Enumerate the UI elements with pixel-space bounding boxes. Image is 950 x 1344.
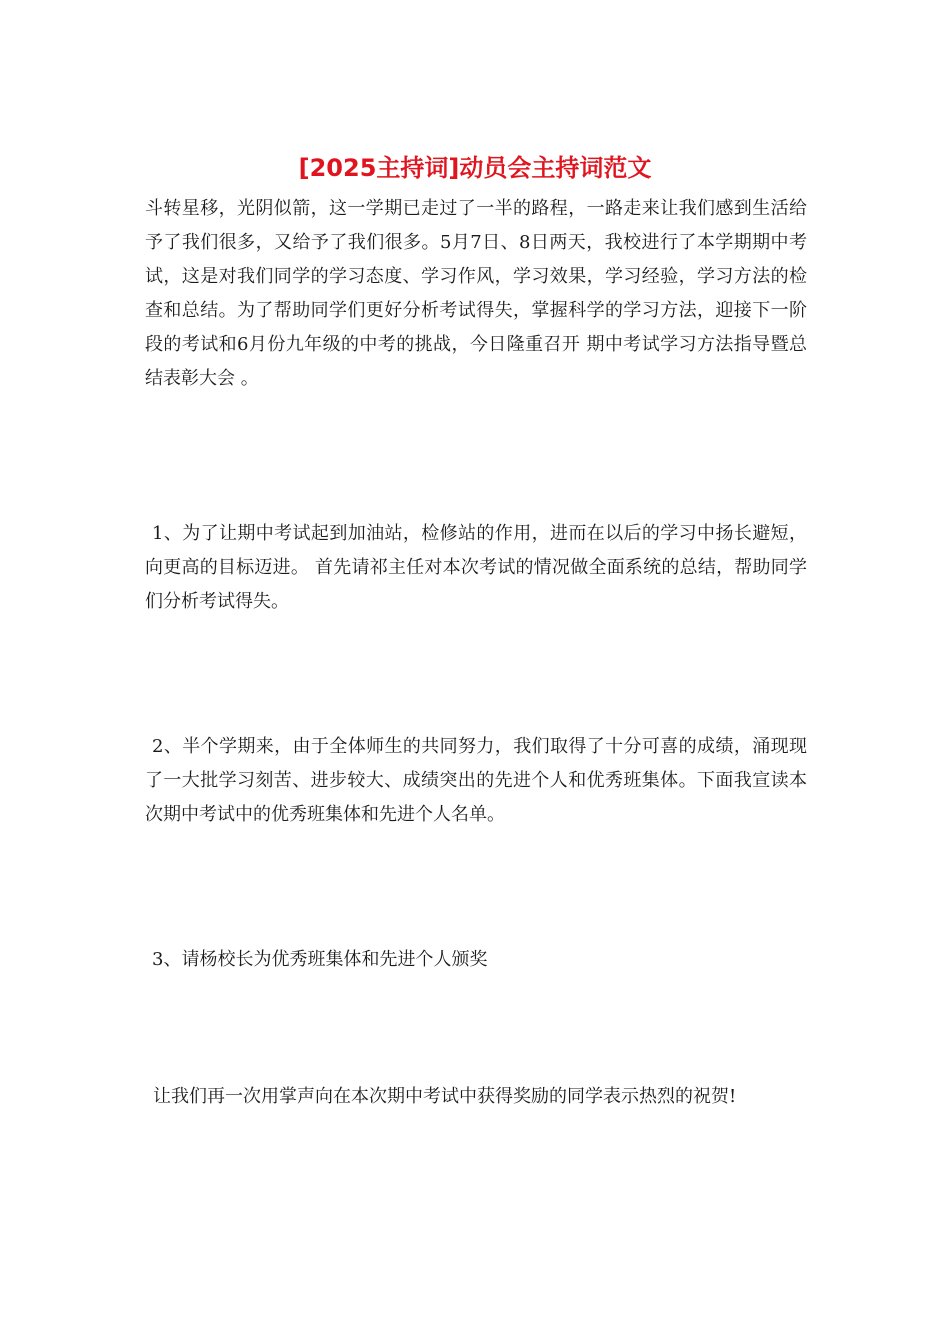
paragraph-item-3: 3、请杨校长为优秀班集体和先进个人颁奖 bbox=[152, 949, 488, 970]
paragraph-item-2: 2、半个学期来，由于全体师生的共同努力，我们取得了十分可喜的成绩，涌现现了一大批学习刻苦、进步较大、成绩突出的先进个人和优秀班集体。下面我宣读本次期中考试中的优秀班集体和先进个人名单。 bbox=[145, 736, 807, 825]
document-title: [2025主持词]动员会主持词范文 bbox=[298, 154, 652, 182]
paragraph-item-1: 1、为了让期中考试起到加油站，检修站的作用，进而在以后的学习中扬长避短，向更高的目标迈进。 首先请祁主任对本次考试的情况做全面系统的总结，帮助同学们分析考试得失。 bbox=[145, 523, 807, 612]
intro-paragraph: 斗转星移，光阴似箭，这一学期已走过了一半的路程，一路走来让我们感到生活给予了我们很多，又给予了我们很多。5月7日、8日两天，我校进行了本学期期中考试，这是对我们同学的学习态度、学习作风，学习效果，学习经验，学习方法的检查和总结。为了帮助同学们更好分析考试得失，掌握科学的学习方法，迎接下一阶段的考试和6月份九年级的中考的挑战，今日隆重召开 期中考试学习方法指导暨总结表彰大会 。 bbox=[145, 198, 807, 389]
closing-paragraph: 让我们再一次用掌声向在本次期中考试中获得奖励的同学表示热烈的祝贺! bbox=[153, 1086, 737, 1107]
